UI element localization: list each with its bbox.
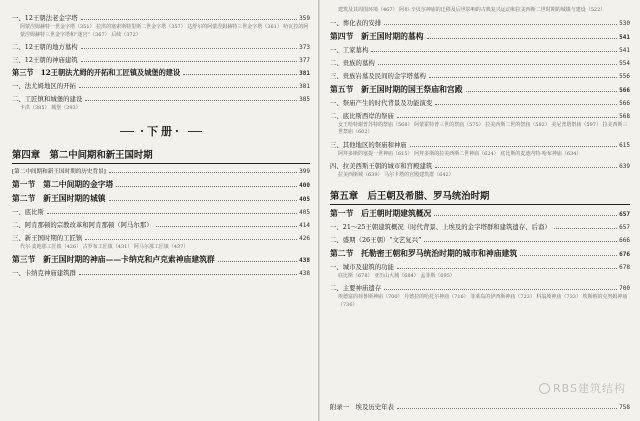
leader-dots (79, 87, 297, 88)
toc-item-entry[interactable] (12, 220, 310, 230)
toc-entry-page: 541 (619, 46, 630, 54)
toc-item-entry[interactable] (330, 71, 630, 81)
left-page (0, 0, 318, 421)
leader-dots (81, 19, 298, 20)
toc-entry-text: 第一节 第二中间期的金字塔 (12, 179, 114, 189)
leader-dots (397, 268, 617, 269)
toc-entry-text: 二、盛期（26王朝）“文艺复兴” (330, 235, 422, 244)
toc-subentries: 底比斯（678） 亚历山大城（684） 孟菲斯（695） (338, 272, 455, 279)
toc-item-entry[interactable] (12, 13, 310, 23)
leader-dots (384, 24, 617, 25)
appendix-entry[interactable] (330, 402, 630, 412)
toc-entry-text: 第二节 新王国时期的城镇 (12, 193, 106, 203)
toc-section-entry[interactable] (12, 193, 310, 204)
chapter-5-title: 第五章 后王朝及希腊、罗马统治时期 (330, 188, 630, 205)
toc-item-entry[interactable] (12, 233, 310, 243)
toc-item-entry[interactable] (330, 98, 630, 108)
wechat-logo-icon (539, 383, 550, 394)
toc-entry-page: 639 (619, 163, 630, 170)
toc-entry-page: 414 (299, 221, 310, 229)
toc-subentries: 女王哈特谢普苏特的祭庙（568） 阿蒙霍特普三世的祭庙（575） 拉美西斯二世的祭庙（582） 美尼普塔祭庙（597） 拉美西斯三世祭庙（602） (338, 121, 628, 135)
toc-entry-page: 700 (619, 285, 630, 292)
leader-dots (435, 104, 617, 105)
toc-item-entry[interactable] (330, 262, 630, 272)
toc-entry-text: 三、新王国时期的工匠镇 (12, 233, 83, 242)
toc-entry-text: 第二节 托勒密王朝和罗马统治时期的城市和神庙建筑 (330, 248, 518, 258)
toc-item-entry[interactable] (330, 45, 630, 55)
toc-entry-text: 二、工匠镇和城堡的建设 (12, 95, 83, 103)
toc-entry-page: 556 (619, 72, 630, 80)
toc-entry-page: 554 (619, 59, 630, 67)
toc-subentries: 阿蒙涅姆赫特一世金字塔（351） 拉洪的塞索斯特里斯二世金字塔（357） 达舒尔的阿蒙涅姆赫特三世金字塔（361） 哈瓦拉的阿蒙涅姆赫特三世金字塔和“迷宫”（367） 后续（372） (20, 24, 309, 38)
toc-entry-page: 615 (619, 141, 630, 149)
leader-dots (378, 64, 617, 65)
toc-subentries: 卡洪（385） 城堡（393） (20, 105, 81, 111)
toc-item-entry[interactable] (12, 207, 310, 217)
leader-dots (85, 100, 297, 101)
leader-dots (371, 51, 617, 52)
leader-dots (434, 215, 617, 216)
toc-entry-page: 666 (619, 236, 630, 244)
leader-dots (109, 200, 298, 201)
toc-subentries: 建筑及其周围环境（467） 阿布·辛贝尔神庙的迁移及后世影响的古典复兴运动和拉美西斯二世时期的城镇与建设（522） (338, 7, 606, 13)
toc-entry-page: 657 (619, 210, 630, 218)
toc-entry-text: 二、贵族的墓构 (330, 58, 375, 67)
toc-subentries: 代尔·麦地那工匠镇（426） 古罗布工匠镇（431） 阿马尔那工匠镇（437） (20, 243, 189, 250)
toc-section-entry[interactable] (12, 254, 310, 265)
leader-dots (81, 61, 298, 62)
toc-entry-page: 530 (619, 19, 630, 27)
toc-item-entry[interactable] (330, 58, 630, 68)
leader-dots (79, 274, 297, 275)
toc-subentries: 阿拜多斯的塞提一世神庙（615） 阿拜多斯的拉美西斯二世神庙（624） 底比斯的麦迪内特·哈布神庙（634） (338, 150, 582, 157)
toc-entry-page: 758 (619, 404, 630, 411)
toc-item-entry[interactable] (330, 222, 630, 232)
volume-rule-left (120, 131, 134, 132)
leader-dots (81, 48, 298, 49)
right-page (320, 0, 640, 421)
toc-list-right (330, 7, 630, 180)
toc-entry-text: 第三节 新王国时期的神庙——卡纳克和卢克索神庙建筑群 (12, 255, 215, 264)
toc-item-entry[interactable] (330, 283, 630, 293)
toc-item-entry[interactable] (12, 55, 310, 65)
toc-subentries: 拉美西斯城（639） 马尔卡塔的宫殿建筑群（642） (338, 172, 454, 178)
leader-dots (554, 228, 617, 229)
toc-entry-text: 第三节 12王朝法尤姆的开拓和工匠镇及城堡的建设 (12, 68, 181, 77)
toc-entry-text: 一、底比斯 (12, 207, 44, 216)
leader-dots (429, 77, 617, 78)
toc-entry-page: 678 (619, 263, 630, 271)
toc-entry-text: 二、阿肯那顿的宗教改革和阿肯那顿（阿马尔那） (12, 220, 153, 229)
toc-entry-page: 381 (299, 70, 310, 77)
leader-dots (410, 146, 617, 147)
toc-item-entry[interactable] (330, 18, 630, 28)
toc-entry-text: 三、其他地区的祭庙和神庙 (330, 140, 407, 149)
toc-entry-page: 399 (299, 167, 310, 175)
leader-dots (183, 74, 297, 75)
toc-entry-text: 一、葬化表的安排 (330, 18, 382, 27)
toc-entry-page: 377 (299, 57, 310, 64)
toc-section-entry[interactable] (330, 84, 630, 95)
toc-entry-text: 第五节 新王国时期的国王祭庙和宫殿 (330, 84, 463, 94)
toc-list-right-2 (330, 208, 630, 310)
toc-item-entry[interactable] (330, 235, 630, 245)
toc-entry-text: 二、主要神庙遗存 (330, 284, 382, 292)
toc-list-left-2 (12, 179, 310, 279)
toc-list-left (12, 13, 310, 113)
leader-dots (109, 172, 297, 173)
leader-dots (47, 213, 297, 214)
toc-item-entry[interactable] (12, 42, 310, 52)
volume-heading (12, 123, 310, 139)
toc-item-entry[interactable] (330, 111, 630, 121)
chapter-4-title: 第四章 第二中间期和新王国时期 (12, 147, 310, 164)
toc-section-entry[interactable] (12, 68, 310, 78)
toc-entry-text: 三、贵族岩墓及民间的金字塔墓构 (330, 71, 426, 80)
toc-entry-page: 541 (619, 33, 630, 41)
toc-entry-text: 一、城市及建筑的功能 (330, 262, 394, 271)
toc-entry-page: 438 (299, 270, 310, 277)
toc-item-entry[interactable] (330, 140, 630, 150)
toc-section-entry[interactable] (330, 31, 630, 42)
leader-dots (466, 91, 618, 92)
volume-title: ·下册· (140, 124, 182, 138)
toc-entry-page: 426 (299, 234, 310, 242)
toc-entry-page: 373 (299, 44, 310, 51)
toc-entry-text: 一、工家墓构 (330, 45, 369, 54)
toc-entry-text: 第四节 新王国时期的墓构 (330, 31, 424, 41)
toc-entry-text: [第二中间期和新王国时期的历史背景] (12, 168, 106, 175)
toc-entry-text: 三、12王朝的神庙建筑 (12, 56, 78, 64)
toc-item-entry[interactable] (330, 161, 630, 171)
toc-entry-text: 二、12王朝的地方墓构 (12, 43, 78, 51)
toc-section-entry[interactable] (330, 208, 630, 219)
toc-subentries: 埃德富的荷鲁斯神庙（700） 丹德拉的哈托尔神庙（716） 菲莱岛的伊西斯神庙（723） 科翁坡神庙（733） 埃斯纳的克努姆神庙（736） (338, 294, 628, 308)
toc-entry-text: 一、法尤姆地区的开拓 (12, 82, 76, 90)
toc-entry-page: 566 (619, 99, 630, 107)
toc-entry-page: 568 (619, 112, 630, 120)
leader-dots (156, 226, 298, 227)
toc-entry-text: 一、卡纳克神庙建筑群 (12, 269, 76, 277)
toc-entry-page: 405 (299, 208, 310, 216)
toc-entry-page: 676 (619, 250, 630, 258)
chapter-4-intro[interactable] (12, 167, 310, 176)
toc-entry-page: 381 (299, 83, 310, 90)
toc-entry-text: 第一节 后王朝时期建筑概况 (330, 208, 432, 218)
leader-dots (397, 408, 617, 409)
watermark (539, 380, 626, 396)
toc-section-entry[interactable] (330, 248, 630, 259)
leader-dots (384, 289, 617, 290)
toc-item-entry[interactable] (12, 268, 310, 278)
leader-dots (397, 117, 617, 118)
leader-dots (85, 239, 297, 240)
toc-entry-page: 359 (299, 15, 310, 22)
toc-entry-page: 400 (299, 181, 310, 189)
toc-entry-text: 一、祭庙产生的时代背景及功能演变 (330, 98, 433, 107)
leader-dots (218, 261, 297, 262)
toc-entry-page: 657 (619, 223, 630, 231)
toc-entry-page: 438 (299, 257, 310, 264)
toc-item-entry[interactable] (12, 81, 310, 91)
leader-dots (116, 186, 297, 187)
toc-entry-page: 566 (619, 86, 630, 94)
toc-section-entry[interactable] (12, 179, 310, 190)
toc-entry-text: 四、拉美西斯王朝的城市和宫殿建筑 (330, 162, 433, 170)
toc-entry-page: 405 (299, 195, 310, 203)
leader-dots (427, 38, 618, 39)
toc-item-entry[interactable] (12, 94, 310, 104)
volume-rule-right (188, 131, 202, 132)
leader-dots (520, 255, 617, 256)
toc-entry-text: 二、底比斯西岸的祭庙 (330, 111, 394, 120)
leader-dots (424, 241, 617, 242)
toc-entry-text: 附录一 埃及历史年表 (330, 403, 394, 411)
toc-entry-text: 一、21～25王朝建筑概况（时代背景、上埃及的金字塔群和建筑遗存、后裔） (330, 222, 551, 231)
toc-entry-page: 385 (299, 96, 310, 103)
toc-entry-text: 一、12王朝法老金字塔 (12, 14, 78, 22)
watermark-text: RBS建筑结构 (553, 382, 626, 395)
leader-dots (435, 167, 617, 168)
